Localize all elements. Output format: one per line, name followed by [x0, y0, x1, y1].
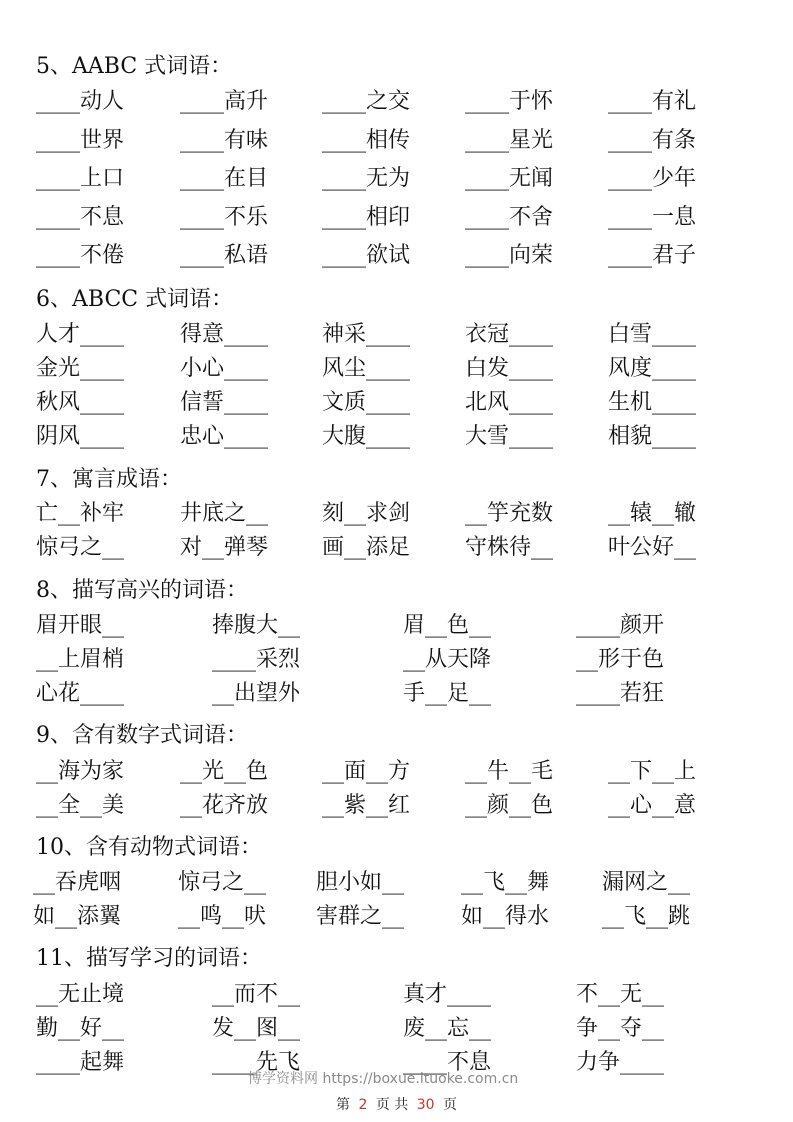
fill-in-blank-item: 井底之__ — [180, 501, 269, 526]
fill-in-blank-item: 眉__色__ — [403, 613, 492, 638]
fill-in-blank-item: 北风____ — [465, 390, 554, 415]
fill-in-blank-item: 亡__补牢 — [36, 501, 125, 526]
footer-middle: 页 共 — [375, 1097, 409, 1113]
fill-in-blank-item: __紫__红 — [322, 793, 411, 818]
fill-in-blank-item: 守株待__ — [465, 535, 554, 560]
fill-in-blank-item: 叶公好__ — [608, 535, 697, 560]
fill-in-blank-item: 捧腹大__ — [212, 613, 301, 638]
fill-in-blank-item: ____动人 — [36, 89, 125, 114]
fill-in-blank-item: ____世界 — [36, 128, 125, 153]
fill-in-blank-item: __上眉梢 — [36, 647, 125, 672]
total-page-count: 30 — [416, 1097, 435, 1113]
exercise-row — [0, 420, 793, 454]
fill-in-blank-item: __出望外 — [212, 681, 301, 706]
fill-in-blank-item: 惊弓之__ — [178, 870, 267, 895]
watermark: 博学资料网 https://boxue.ituoke.com.cn — [248, 1071, 519, 1087]
exercise-row — [0, 239, 793, 273]
fill-in-blank-item: __下__上 — [608, 759, 697, 784]
fill-in-blank-item: 神采____ — [322, 322, 411, 347]
exercise-row — [0, 497, 793, 531]
fill-in-blank-item: 手__足__ — [403, 681, 492, 706]
fill-in-blank-item: 惊弓之__ — [36, 535, 125, 560]
fill-in-blank-item: __从天降 — [403, 647, 492, 672]
exercise-row — [0, 85, 793, 119]
fill-in-blank-item: __飞__舞 — [461, 870, 550, 895]
fill-in-blank-item: ____少年 — [608, 166, 697, 191]
exercise-row — [0, 1012, 793, 1046]
exercise-row — [0, 162, 793, 196]
fill-in-blank-item: ____无为 — [322, 166, 411, 191]
fill-in-blank-item: 信誓____ — [180, 390, 269, 415]
fill-in-blank-item: ____有味 — [180, 128, 269, 153]
fill-in-blank-item: ____高升 — [180, 89, 269, 114]
fill-in-blank-item: ____有礼 — [608, 89, 697, 114]
fill-in-blank-item: 真才____ — [403, 982, 492, 1007]
fill-in-blank-item: 不__无__ — [576, 982, 665, 1007]
fill-in-blank-item: 大雪____ — [465, 424, 554, 449]
fill-in-blank-item: ____颜开 — [576, 613, 665, 638]
fill-in-blank-item: ____相印 — [322, 205, 411, 230]
fill-in-blank-item: 小心____ — [180, 356, 269, 381]
fill-in-blank-item: __全__美 — [36, 793, 125, 818]
fill-in-blank-item: ____不息 — [403, 1050, 492, 1075]
footer-suffix: 页 — [443, 1097, 457, 1113]
fill-in-blank-item: ____在目 — [180, 166, 269, 191]
fill-in-blank-item: __而不__ — [212, 982, 301, 1007]
fill-in-blank-item: ____不息 — [36, 205, 125, 230]
fill-in-blank-item: 胆小如__ — [316, 870, 405, 895]
section-heading: 7、寓言成语： — [36, 467, 182, 492]
exercise-row — [0, 900, 793, 934]
footer-prefix: 第 — [335, 1097, 350, 1113]
fill-in-blank-item: ____采烈 — [212, 647, 301, 672]
fill-in-blank-item: __面__方 — [322, 759, 411, 784]
fill-in-blank-item: 画__添足 — [322, 535, 411, 560]
section-heading: 9、含有数字式词语： — [36, 723, 248, 748]
fill-in-blank-item: ____无闻 — [465, 166, 554, 191]
fill-in-blank-item: __无止境 — [36, 982, 125, 1007]
fill-in-blank-item: ____起舞 — [36, 1050, 125, 1075]
fill-in-blank-item: 刻__求剑 — [322, 501, 411, 526]
section-heading: 11、描写学习的词语： — [36, 946, 262, 971]
exercise-row — [0, 531, 793, 565]
fill-in-blank-item: __辕__辙 — [608, 501, 697, 526]
fill-in-blank-item: ____星光 — [465, 128, 554, 153]
fill-in-blank-item: 风尘____ — [322, 356, 411, 381]
exercise-row — [0, 609, 793, 643]
fill-in-blank-item: 如__得水 — [461, 904, 550, 929]
fill-in-blank-item: 大腹____ — [322, 424, 411, 449]
exercise-row — [0, 201, 793, 235]
exercise-row — [0, 124, 793, 158]
fill-in-blank-item: 文质____ — [322, 390, 411, 415]
fill-in-blank-item: ____不乐 — [180, 205, 269, 230]
fill-in-blank-item: 如__添翼 — [33, 904, 122, 929]
fill-in-blank-item: 勤__好__ — [36, 1016, 125, 1041]
exercise-row — [0, 318, 793, 352]
page-footer — [0, 1094, 793, 1114]
exercise-row — [0, 643, 793, 677]
fill-in-blank-item: 秋风____ — [36, 390, 125, 415]
fill-in-blank-item: ____上口 — [36, 166, 125, 191]
fill-in-blank-item: 得意____ — [180, 322, 269, 347]
fill-in-blank-item: ____之交 — [322, 89, 411, 114]
fill-in-blank-item: ____不舍 — [465, 205, 554, 230]
fill-in-blank-item: __形于色 — [576, 647, 665, 672]
exercise-row — [0, 352, 793, 386]
fill-in-blank-item: 人才____ — [36, 322, 125, 347]
fill-in-blank-item: 忠心____ — [180, 424, 269, 449]
fill-in-blank-item: __鸣__吠 — [178, 904, 267, 929]
fill-in-blank-item: ____向荣 — [465, 243, 554, 268]
fill-in-blank-item: __吞虎咽 — [33, 870, 122, 895]
fill-in-blank-item: __牛__毛 — [465, 759, 554, 784]
fill-in-blank-item: __心__意 — [608, 793, 697, 818]
fill-in-blank-item: 漏网之__ — [602, 870, 691, 895]
fill-in-blank-item: 相貌____ — [608, 424, 697, 449]
fill-in-blank-item: __花齐放 — [180, 793, 269, 818]
section-heading: 5、AABC 式词语： — [36, 54, 233, 79]
exercise-row — [0, 866, 793, 900]
fill-in-blank-item: 金光____ — [36, 356, 125, 381]
fill-in-blank-item: __飞__跳 — [602, 904, 691, 929]
section-heading: 8、描写高兴的词语： — [36, 578, 248, 603]
fill-in-blank-item: ____有条 — [608, 128, 697, 153]
fill-in-blank-item: 争__夺__ — [576, 1016, 665, 1041]
exercise-row — [0, 755, 793, 789]
fill-in-blank-item: ____相传 — [322, 128, 411, 153]
fill-in-blank-item: 心花____ — [36, 681, 125, 706]
fill-in-blank-item: __颜__色 — [465, 793, 554, 818]
fill-in-blank-item: __光__色 — [180, 759, 269, 784]
fill-in-blank-item: ____先飞 — [212, 1050, 301, 1075]
fill-in-blank-item: ____不倦 — [36, 243, 125, 268]
fill-in-blank-item: 生机____ — [608, 390, 697, 415]
fill-in-blank-item: ____君子 — [608, 243, 697, 268]
fill-in-blank-item: 白发____ — [465, 356, 554, 381]
fill-in-blank-item: 发__图__ — [212, 1016, 301, 1041]
fill-in-blank-item: 风度____ — [608, 356, 697, 381]
fill-in-blank-item: 眉开眼__ — [36, 613, 125, 638]
fill-in-blank-item: ____一息 — [608, 205, 697, 230]
exercise-row — [0, 386, 793, 420]
section-heading: 6、ABCC 式词语： — [36, 287, 234, 312]
fill-in-blank-item: 废__忘__ — [403, 1016, 492, 1041]
exercise-row — [0, 677, 793, 711]
fill-in-blank-item: 白雪____ — [608, 322, 697, 347]
fill-in-blank-item: ____若狂 — [576, 681, 665, 706]
fill-in-blank-item: ____欲试 — [322, 243, 411, 268]
fill-in-blank-item: ____于怀 — [465, 89, 554, 114]
fill-in-blank-item: 害群之__ — [316, 904, 405, 929]
fill-in-blank-item: __海为家 — [36, 759, 125, 784]
fill-in-blank-item: __竽充数 — [465, 501, 554, 526]
current-page-number: 2 — [358, 1097, 368, 1113]
exercise-row — [0, 789, 793, 823]
exercise-row — [0, 978, 793, 1012]
fill-in-blank-item: 阴风____ — [36, 424, 125, 449]
fill-in-blank-item: 力争____ — [576, 1050, 665, 1075]
fill-in-blank-item: ____私语 — [180, 243, 269, 268]
fill-in-blank-item: 对__弹琴 — [180, 535, 269, 560]
section-heading: 10、含有动物式词语： — [36, 835, 262, 860]
fill-in-blank-item: 衣冠____ — [465, 322, 554, 347]
